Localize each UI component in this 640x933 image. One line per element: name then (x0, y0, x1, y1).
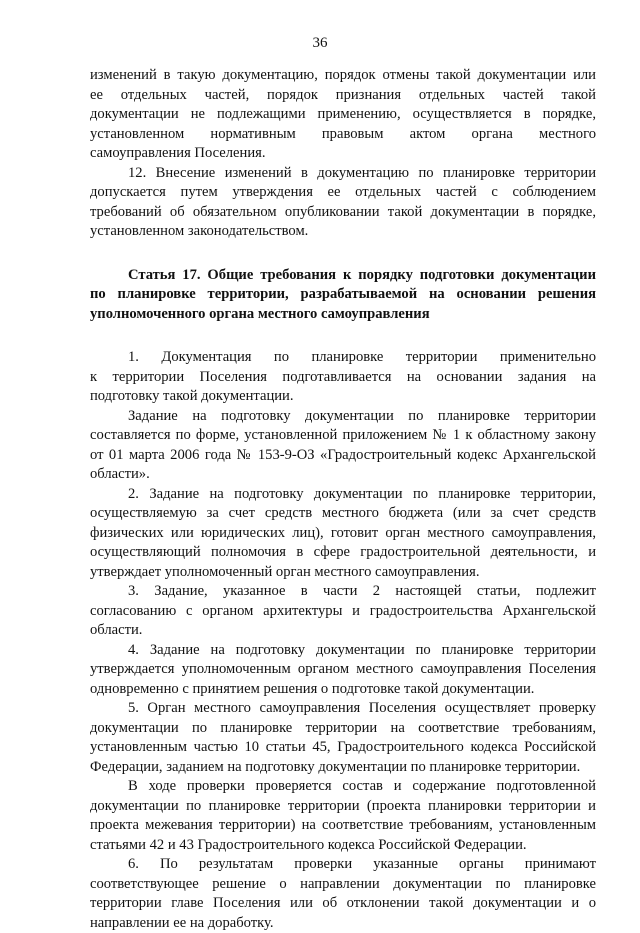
paragraph-continuation (90, 66, 596, 164)
page-content (90, 66, 596, 933)
article-title (90, 266, 596, 325)
text-line: самоуправления Поселения. (90, 144, 596, 164)
text-line: проекта межевания территории) на соответствие требованиям, установленным (90, 816, 596, 836)
title-line: по планировке территории, разрабатываемой на основании решения (90, 285, 596, 305)
text-line: допускается путем утверждения ее отдельных частей с соблюдением (90, 183, 596, 203)
text-line: 6. По результатам проверки указанные органы принимают (90, 855, 596, 875)
text-line: утверждает уполномоченный орган местного самоуправления. (90, 563, 596, 583)
text-line: 1. Документация по планировке территории применительно (90, 348, 596, 368)
text-line: осуществляемую за счет средств местного бюджета (или за счет средств (90, 504, 596, 524)
text-line: физических или юридических лиц), готовит орган местного самоуправления, (90, 524, 596, 544)
text-line: 12. Внесение изменений в документацию по планировке территории (90, 164, 596, 184)
text-line: области. (90, 621, 596, 641)
page-number: 36 (0, 34, 640, 52)
text-line: согласованию с органом архитектуры и градостроительства Архангельской (90, 602, 596, 622)
text-line: составляется по форме, установленной приложением № 1 к областному закону (90, 426, 596, 446)
text-line: от 01 марта 2006 года № 153-9-ОЗ «Градостроительный кодекс Архангельской (90, 446, 596, 466)
text-line: статьями 42 и 43 Градостроительного кодекса Российской Федерации. (90, 836, 596, 856)
text-line: к территории Поселения подготавливается на основании задания на (90, 368, 596, 388)
paragraph-task (90, 407, 596, 485)
paragraph-12 (90, 164, 596, 242)
text-line: 2. Задание на подготовку документации по планировке территории, (90, 485, 596, 505)
text-line: документации не подлежащими применению, осуществляется в порядке, (90, 105, 596, 125)
text-line: изменений в такую документацию, порядок отмены такой документации или (90, 66, 596, 86)
text-line: установленном нормативным правовым актом органа местного (90, 125, 596, 145)
text-line: 5. Орган местного самоуправления Поселения осуществляет проверку (90, 699, 596, 719)
text-line: осуществляющий полномочия в сфере градостроительной деятельности, и (90, 543, 596, 563)
text-line: ее отдельных частей, порядок признания отдельных частей такой (90, 86, 596, 106)
paragraph-3 (90, 582, 596, 641)
text-line: подготовку такой документации. (90, 387, 596, 407)
text-line: 3. Задание, указанное в части 2 настоящей статьи, подлежит (90, 582, 596, 602)
paragraph-5 (90, 699, 596, 777)
text-line: соответствующее решение о направлении документации по планировке (90, 875, 596, 895)
text-line: документации по планировке территории на соответствие требованиям, (90, 719, 596, 739)
text-line: 4. Задание на подготовку документации по планировке территории (90, 641, 596, 661)
title-line: Статья 17. Общие требования к порядку подготовки документации (90, 266, 596, 286)
text-line: одновременно с принятием решения о подготовке такой документации. (90, 680, 596, 700)
text-line: документации по планировке территории (проекта планировки территории и (90, 797, 596, 817)
paragraph-2 (90, 485, 596, 583)
text-line: территории главе Поселения или об отклонении такой документации и о (90, 894, 596, 914)
text-line: установленном законодательством. (90, 222, 596, 242)
text-line: утверждается уполномоченным органом местного самоуправления Поселения (90, 660, 596, 680)
text-line: области». (90, 465, 596, 485)
paragraph-4 (90, 641, 596, 700)
text-line: установленным частью 10 статьи 45, Градостроительного кодекса Российской (90, 738, 596, 758)
paragraph-6 (90, 855, 596, 933)
text-line: Федерации, заданием на подготовку документации по планировке территории. (90, 758, 596, 778)
paragraph-1 (90, 348, 596, 407)
text-line: В ходе проверки проверяется состав и содержание подготовленной (90, 777, 596, 797)
text-line: Задание на подготовку документации по планировке территории (90, 407, 596, 427)
title-line: уполномоченного органа местного самоуправления (90, 305, 596, 325)
paragraph-check (90, 777, 596, 855)
text-line: направлении ее на доработку. (90, 914, 596, 933)
text-line: требований об обязательном опубликовании такой документации в порядке, (90, 203, 596, 223)
